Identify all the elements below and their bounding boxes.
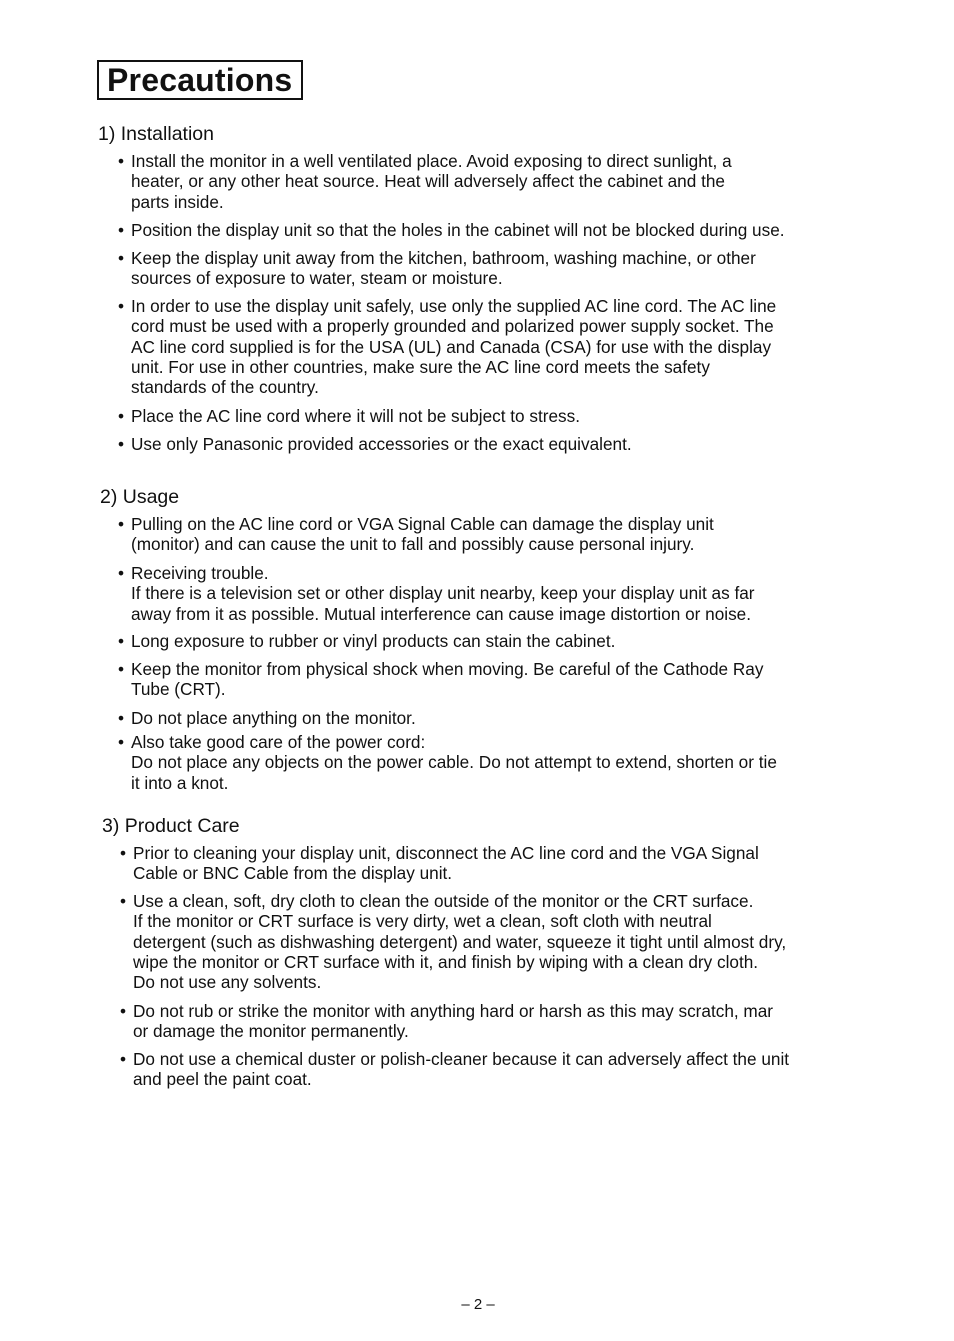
bullet-icon: • (118, 220, 125, 240)
list-item: • Install the monitor in a well ventilated place. Avoid exposing to direct sunlight, a heater, or any other heat source. Heat will adversely affect the cabinet and the parts inside. (118, 151, 732, 212)
bullet-icon: • (118, 514, 125, 534)
bullet-icon: • (118, 406, 125, 426)
list-item: • Pulling on the AC line cord or VGA Signal Cable can damage the display unit (monitor) and can cause the unit to fall and possibly cause personal injury. (118, 514, 714, 555)
list-item: • Do not place anything on the monitor. (118, 708, 416, 728)
bullet-icon: • (118, 248, 125, 268)
bullet-icon: • (118, 631, 125, 651)
section-heading-usage: 2) Usage (100, 486, 180, 508)
list-item: • Also take good care of the power cord: Do not place any objects on the power cable. Do not attempt to extend, shorten or tie it into a knot. (118, 732, 777, 793)
list-item: • Keep the monitor from physical shock when moving. Be careful of the Cathode Ray Tube (CRT). (118, 659, 764, 700)
list-item: • Do not use a chemical duster or polish-cleaner because it can adversely affect the unit and peel the paint coat. (120, 1049, 790, 1090)
page-title-box (97, 60, 303, 100)
list-item: • Long exposure to rubber or vinyl products can stain the cabinet. (118, 631, 616, 651)
bullet-icon: • (118, 296, 125, 316)
list-item: • Do not rub or strike the monitor with anything hard or harsh as this may scratch, mar or damage the monitor permanently. (120, 1001, 774, 1042)
list-item: • Receiving trouble. If there is a television set or other display unit nearby, keep your display unit as far away from it as possible. Mutual interference can cause image distortion or noise. (118, 563, 755, 624)
bullet-icon: • (118, 659, 125, 679)
list-item: • In order to use the display unit safely, use only the supplied AC line cord. The AC line cord must be used with a properly grounded and polarized power supply socket. The AC line cord supplied is for the USA (UL) and Canada (CSA) for use with the display unit. For use in other countries, make sure the AC line cord meets the safety standards of the country. (118, 296, 777, 398)
list-item: • Place the AC line cord where it will not be subject to stress. (118, 406, 580, 426)
list-item: • Use a clean, soft, dry cloth to clean the outside of the monitor or the CRT surface. If the monitor or CRT surface is very dirty, wet a clean, soft cloth with neutral detergent (such as dishwashing detergent) and water, squeeze it tight until almost dry, wipe the monitor or CRT surface with it, and finish by wiping with a clean dry cloth. Do not use any solvents. (120, 891, 787, 993)
page-title: Precautions (107, 62, 293, 98)
bullet-icon: • (120, 1001, 127, 1021)
list-item: • Prior to cleaning your display unit, disconnect the AC line cord and the VGA Signal Cable or BNC Cable from the display unit. (120, 843, 759, 884)
bullet-icon: • (118, 434, 125, 454)
list-item: • Position the display unit so that the holes in the cabinet will not be blocked during use. (118, 220, 785, 240)
section-heading-product-care: 3) Product Care (102, 815, 240, 837)
list-item: • Use only Panasonic provided accessories or the exact equivalent. (118, 434, 632, 454)
bullet-icon: • (118, 563, 125, 583)
section-heading-installation: 1) Installation (98, 123, 214, 145)
bullet-icon: • (120, 843, 127, 863)
bullet-icon: • (118, 151, 125, 171)
list-item: • Keep the display unit away from the kitchen, bathroom, washing machine, or other sources of exposure to water, steam or moisture. (118, 248, 756, 289)
bullet-icon: • (120, 891, 127, 911)
bullet-icon: • (118, 708, 125, 728)
bullet-icon: • (118, 732, 125, 752)
page-number: – 2 – (461, 1296, 495, 1313)
bullet-icon: • (120, 1049, 127, 1069)
